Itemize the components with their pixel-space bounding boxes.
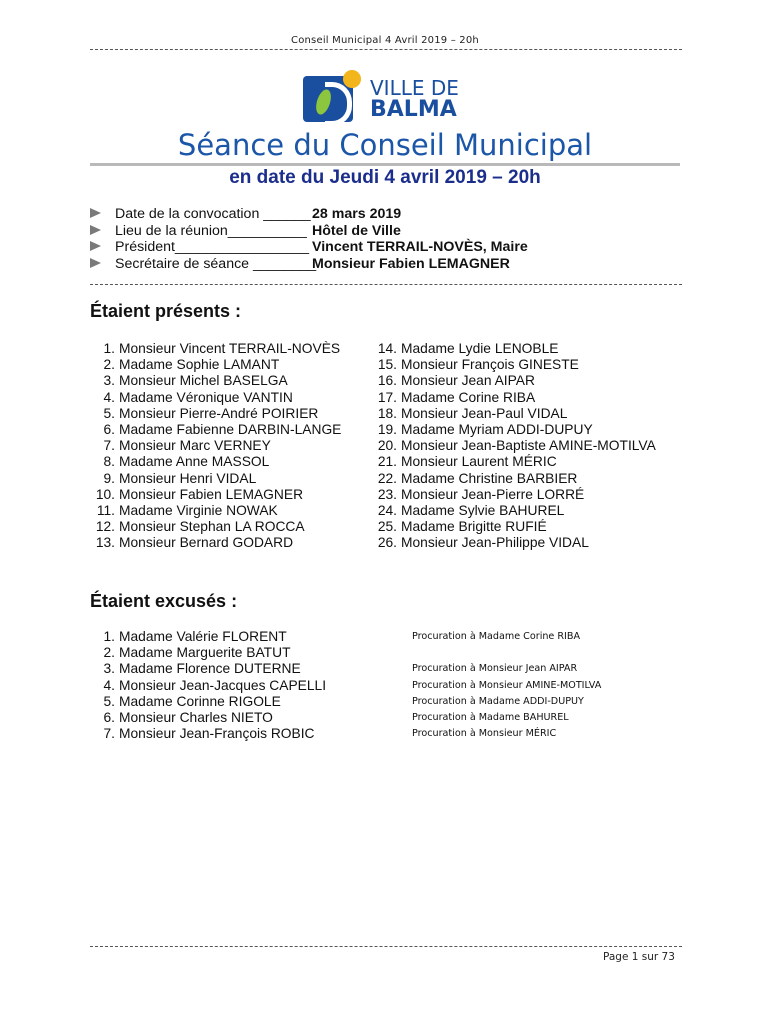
page-number: Page 1 sur 73 bbox=[603, 951, 675, 963]
excuses-heading: Étaient excusés : bbox=[90, 591, 238, 611]
arrow-bullet-icon bbox=[90, 225, 101, 235]
list-item: 14. Madame Lydie LENOBLE bbox=[377, 341, 559, 356]
arrow-bullet-icon bbox=[90, 241, 101, 251]
title-rule bbox=[90, 163, 680, 166]
list-item: 9. Monsieur Henri VIDAL bbox=[103, 470, 257, 486]
list-item: 12. Monsieur Stephan LA ROCCA bbox=[95, 519, 305, 535]
list-item: 24. Madame Sylvie BAHUREL bbox=[377, 502, 565, 518]
list-item: 21. Monsieur Laurent MÉRIC bbox=[377, 454, 557, 470]
list-item: 13. Monsieur Bernard GODARD bbox=[95, 535, 294, 551]
list-item: 6. Monsieur Charles NIETO bbox=[103, 709, 273, 725]
list-item: 11. Madame Virginie NOWAK bbox=[96, 502, 278, 518]
logo-text-line1: VILLE DE bbox=[370, 76, 459, 100]
proxy-note bbox=[412, 645, 601, 661]
presents-heading: Étaient présents : bbox=[90, 301, 242, 321]
list-item: 6. Madame Fabienne DARBIN-LANGE bbox=[103, 421, 342, 437]
presents-list-right bbox=[375, 341, 656, 551]
list-item: 1. Madame Valérie FLORENT bbox=[103, 629, 287, 644]
proxy-note: Procuration à Madame ADDI-DUPUY bbox=[412, 695, 584, 707]
list-item: 4. Madame Véronique VANTIN bbox=[103, 389, 293, 405]
proxy-note: Procuration à Monsieur Jean AIPAR bbox=[412, 663, 578, 675]
list-item: 3. Madame Florence DUTERNE bbox=[103, 661, 301, 677]
list-item: 15. Monsieur François GINESTE bbox=[377, 357, 579, 373]
proxy-note: Procuration à Madame BAHUREL bbox=[412, 711, 569, 723]
list-item: 19. Madame Myriam ADDI-DUPUY bbox=[377, 421, 593, 437]
info-label: Lieu de la réunion__________ bbox=[115, 222, 307, 239]
list-item: 5. Monsieur Pierre-André POIRIER bbox=[103, 405, 319, 421]
list-item: 18. Monsieur Jean-Paul VIDAL bbox=[377, 405, 568, 421]
info-value: Hôtel de Ville bbox=[312, 222, 401, 239]
list-item: 7. Monsieur Jean-François ROBIC bbox=[103, 726, 315, 742]
proxy-note: Procuration à Monsieur MÉRIC bbox=[412, 728, 557, 740]
balma-logo bbox=[303, 72, 473, 124]
header-divider bbox=[90, 49, 682, 50]
proxy-note: Procuration à Madame Corine RIBA bbox=[412, 631, 581, 642]
excuses-list bbox=[90, 629, 326, 742]
page-subtitle: en date du Jeudi 4 avril 2019 – 20h bbox=[229, 167, 541, 188]
list-item: 3. Monsieur Michel BASELGA bbox=[103, 373, 288, 389]
list-item: 4. Monsieur Jean-Jacques CAPELLI bbox=[103, 677, 327, 693]
logo-emblem-icon bbox=[303, 76, 353, 122]
proxy-list bbox=[412, 629, 601, 742]
arrow-bullet-icon bbox=[90, 208, 101, 218]
list-item: 2. Madame Sophie LAMANT bbox=[103, 357, 280, 373]
logo-text-line2: BALMA bbox=[370, 97, 457, 122]
proxy-note: Procuration à Monsieur AMINE-MOTILVA bbox=[412, 679, 602, 691]
info-value: 28 mars 2019 bbox=[312, 206, 402, 222]
section-divider bbox=[90, 284, 682, 285]
info-label: Date de la convocation ______ bbox=[115, 206, 311, 222]
info-label: Secrétaire de séance ________ bbox=[115, 255, 317, 272]
list-item: 23. Monsieur Jean-Pierre LORRÉ bbox=[377, 486, 585, 502]
footer-divider bbox=[90, 946, 682, 947]
list-item: 7. Monsieur Marc VERNEY bbox=[103, 438, 271, 454]
list-item: 8. Madame Anne MASSOL bbox=[103, 454, 270, 470]
list-item: 1. Monsieur Vincent TERRAIL-NOVÈS bbox=[103, 341, 341, 356]
presents-list-left bbox=[90, 341, 341, 551]
list-item: 20. Monsieur Jean-Baptiste AMINE-MOTILVA bbox=[377, 438, 656, 454]
list-item: 2. Madame Marguerite BATUT bbox=[103, 645, 291, 661]
arrow-bullet-icon bbox=[90, 258, 101, 268]
info-label: Président_________________ bbox=[115, 239, 310, 255]
list-item: 5. Madame Corinne RIGOLE bbox=[103, 693, 281, 709]
list-item: 22. Madame Christine BARBIER bbox=[377, 470, 578, 486]
running-header: Conseil Municipal 4 Avril 2019 – 20h bbox=[291, 35, 479, 46]
info-value: Monsieur Fabien LEMAGNER bbox=[312, 255, 510, 272]
list-item: 16. Monsieur Jean AIPAR bbox=[377, 373, 535, 389]
list-item: 17. Madame Corine RIBA bbox=[377, 389, 536, 405]
list-item: 26. Monsieur Jean-Philippe VIDAL bbox=[377, 535, 589, 551]
list-item: 25. Madame Brigitte RUFIÉ bbox=[377, 519, 547, 535]
page-title: Séance du Conseil Municipal bbox=[177, 128, 593, 162]
list-item: 10. Monsieur Fabien LEMAGNER bbox=[95, 486, 304, 502]
info-value: Vincent TERRAIL-NOVÈS, Maire bbox=[312, 239, 528, 255]
